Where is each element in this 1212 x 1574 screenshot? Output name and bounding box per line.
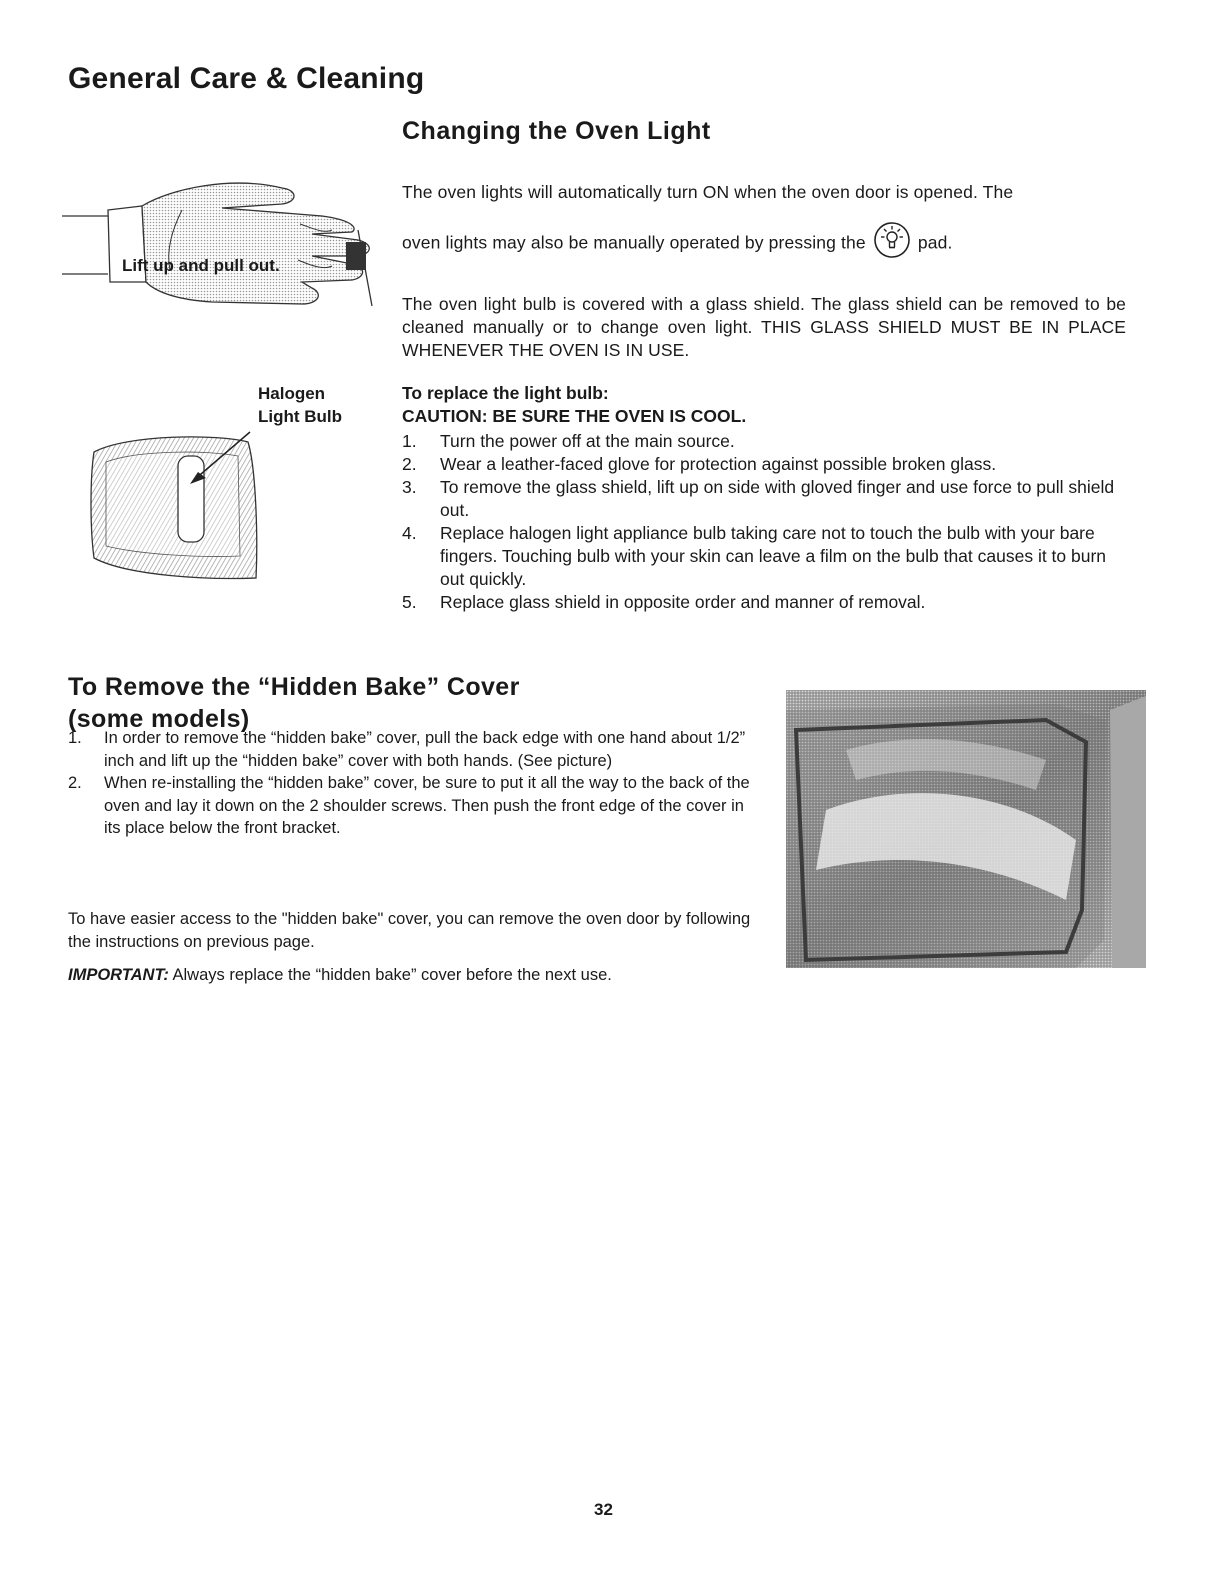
list-item: 3. To remove the glass shield, lift up on side with gloved finger and use force to pull shield out. [402, 477, 1115, 520]
oven-interior-photo [786, 690, 1146, 968]
list-item: 4. Replace halogen light appliance bulb taking care not to touch the bulb with your bare fingers. Touching bulb with your skin can leave a film on the bulb that causes it to burn out quickly. [402, 523, 1107, 589]
intro-line-1: The oven lights will automatically turn ON when the oven door is opened. The [402, 182, 1014, 202]
important-note [68, 964, 758, 987]
list-item: 5. Replace glass shield in opposite order and manner of removal. [402, 592, 926, 612]
list-item: 2. Wear a leather-faced glove for protection against possible broken glass. [402, 454, 997, 474]
list-item: 2. When re-installing the “hidden bake” cover, be sure to put it all the way to the back of the oven and lay it down on the 2 shoulder screws. Then push the front edge of the cover in its place below the front bracket. [68, 774, 750, 837]
hidden-bake-steps [68, 727, 758, 840]
intro-line-2-before: oven lights may also be manually operated by pressing the [402, 232, 866, 253]
hand-caption: Lift up and pull out. [122, 256, 280, 275]
bulb-label-line2: Light Bulb [258, 407, 343, 426]
page-title: General Care & Cleaning [68, 62, 425, 95]
list-item: 1. In order to remove the “hidden bake” cover, pull the back edge with one hand about 1/2” inch and lift up the “hidden bake” cover with both hands. (See picture) [68, 729, 746, 770]
hidden-bake-heading-line1: To Remove the “Hidden Bake” Cover [68, 673, 520, 701]
glove-hand-illustration [62, 170, 374, 320]
page-number: 32 [594, 1500, 613, 1519]
access-note: To have easier access to the "hidden bake" cover, you can remove the oven door by following the instructions on previous page. [68, 910, 751, 951]
bulb-label-line1: Halogen [258, 384, 326, 403]
hidden-bake-heading [68, 671, 708, 735]
halogen-bulb-label [258, 382, 342, 428]
important-label: IMPORTANT: [68, 966, 169, 984]
list-item: 1. Turn the power off at the main source. [402, 431, 735, 451]
replace-bulb-heading: To replace the light bulb: [402, 383, 609, 403]
intro-line-2-after: pad. [917, 232, 953, 253]
caution-text: CAUTION: BE SURE THE OVEN IS COOL. [402, 406, 747, 426]
hidden-bake-heading-line2: (some models) [68, 705, 250, 733]
intro-line-2 [402, 229, 1126, 259]
glass-shield-illustration [88, 428, 268, 588]
light-bulb-icon [873, 221, 911, 259]
important-text: Always replace the “hidden bake” cover before the next use. [168, 966, 612, 984]
shield-paragraph: The oven light bulb is covered with a glass shield. The glass shield can be removed to be cleaned manually or to change oven light. THIS GLASS SHIELD MUST BE IN PLACE WHENEVER THE OVEN IS IN USE. [402, 294, 1126, 360]
replace-bulb-steps [402, 430, 1126, 614]
oven-light-heading: Changing the Oven Light [402, 117, 711, 145]
